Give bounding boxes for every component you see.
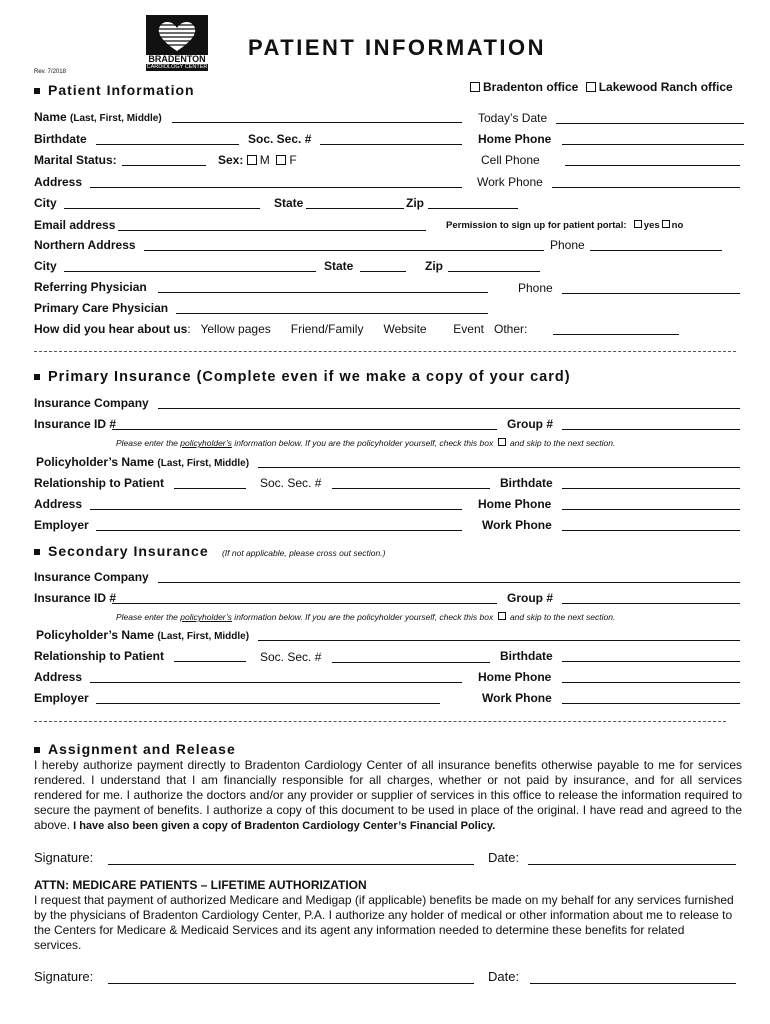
- primary-insurance-heading: Primary Insurance (Complete even if we make a copy of your card): [34, 369, 571, 385]
- state2-field[interactable]: [360, 271, 406, 272]
- bradenton-office-checkbox[interactable]: [470, 82, 480, 92]
- cell-phone-label: Cell Phone: [481, 153, 540, 167]
- pcp-label: Primary Care Physician: [34, 301, 169, 315]
- hear-about-us: How did you hear about us: Yellow pages Friend/Family Website Event Other:: [34, 322, 528, 336]
- insurance-id-field-2[interactable]: [112, 603, 497, 604]
- policyholder-address-label: Address: [34, 497, 83, 511]
- sex-field: Sex: M F: [218, 153, 297, 167]
- northern-address-field[interactable]: [144, 250, 544, 251]
- office-selection: [470, 80, 733, 94]
- secondary-insurance-heading: Secondary Insurance (If not applicable, please cross out section.): [34, 543, 385, 561]
- lakewood-office-checkbox[interactable]: [586, 82, 596, 92]
- employer-field-2[interactable]: [96, 703, 440, 704]
- sex-f-checkbox[interactable]: [276, 155, 286, 165]
- self-policyholder-checkbox-2[interactable]: [498, 612, 506, 620]
- zip-label: Zip: [406, 196, 424, 210]
- state-field[interactable]: [306, 208, 404, 209]
- policyholder-note-2: Please enter the policyholder’s information below. If you are the policyholder yourself, check this box and skip to the next section.: [116, 612, 616, 622]
- relationship-label-2: Relationship to Patient: [34, 649, 165, 663]
- bullet-square-icon: [34, 549, 40, 555]
- todays-date-field[interactable]: [556, 123, 744, 124]
- address-label: Address: [34, 175, 83, 189]
- email-field[interactable]: [118, 230, 426, 231]
- insurance-company-label: Insurance Company: [34, 396, 149, 410]
- medicare-date-label: Date:: [488, 969, 520, 984]
- referring-physician-label: Referring Physician: [34, 280, 147, 294]
- policyholder-address-field[interactable]: [90, 509, 462, 510]
- group-label-2: Group #: [507, 591, 554, 605]
- bullet-square-icon: [34, 747, 40, 753]
- policyholder-home-phone-field-2[interactable]: [562, 682, 740, 683]
- referring-physician-field[interactable]: [158, 292, 488, 293]
- group-field[interactable]: [562, 429, 740, 430]
- sex-m-checkbox[interactable]: [247, 155, 257, 165]
- northern-address-label: Northern Address: [34, 238, 136, 252]
- hear-other-field[interactable]: [553, 334, 679, 335]
- group-field-2[interactable]: [562, 603, 740, 604]
- assignment-text: I hereby authorize payment directly to Bradenton Cardiology Center of all insurance benefits otherwise payable to me for services rendered. I understand that I am financially responsible for all charges, whether or not paid by insurance, and for all services rendered for me. I authorize the doctors and/or any provider or supplier of services in this office to release the information required to secure the payment of benefits. I authorize a copy of this document to be used in place of the original. I have read and agreed to the above. I have also been given a copy of Bradenton Cardiology Center’s Financial Policy.: [34, 758, 742, 832]
- ssn-label: Soc. Sec. #: [248, 132, 312, 146]
- patient-info-heading: Patient Information: [34, 82, 195, 98]
- city2-field[interactable]: [64, 271, 316, 272]
- revision-date: Rev. 7/2018: [34, 69, 66, 75]
- work-phone-field[interactable]: [552, 187, 740, 188]
- insurance-id-label-2: Insurance ID #: [34, 591, 117, 605]
- group-label: Group #: [507, 417, 554, 431]
- city2-label: City: [34, 259, 57, 273]
- insurance-company-field-2[interactable]: [158, 582, 740, 583]
- state2-label: State: [324, 259, 354, 273]
- lakewood-office-label: Lakewood Ranch office: [598, 80, 733, 94]
- divider: [34, 721, 726, 722]
- bullet-square-icon: [34, 88, 40, 94]
- zip2-label: Zip: [425, 259, 443, 273]
- policyholder-birthdate-label-2: Birthdate: [500, 649, 553, 663]
- divider: [34, 351, 736, 352]
- portal-no-checkbox[interactable]: [662, 220, 670, 228]
- marital-status-label: Marital Status:: [34, 153, 117, 167]
- medicare-text: I request that payment of authorized Medicare and Medigap (if applicable) benefits be made on my behalf for any services furnished by the physicians of Bradenton Cardiology Center, P.A. I authorize any holder of medical or other information about me to release to the Centers for Medicare & Medicaid Services and its agent any information needed to determine these benefits for related services.: [34, 893, 734, 952]
- insurance-id-label: Insurance ID #: [34, 417, 117, 431]
- policyholder-home-phone-field[interactable]: [562, 509, 740, 510]
- cell-phone-field[interactable]: [565, 165, 740, 166]
- policyholder-ssn-field-2[interactable]: [332, 662, 490, 663]
- referring-phone-label: Phone: [518, 281, 553, 295]
- ssn-field[interactable]: [320, 144, 462, 145]
- name-label: Name (Last, First, Middle): [34, 110, 162, 124]
- employer-label-2: Employer: [34, 691, 89, 705]
- logo-name: BRADENTON: [148, 54, 206, 64]
- home-phone-field[interactable]: [562, 144, 744, 145]
- policyholder-home-phone-label-2: Home Phone: [478, 670, 552, 684]
- self-policyholder-checkbox[interactable]: [498, 438, 506, 446]
- policyholder-name-label-2: Policyholder’s Name (Last, First, Middle): [36, 628, 250, 642]
- email-label: Email address: [34, 218, 116, 232]
- date-field[interactable]: [528, 864, 736, 865]
- insurance-company-field[interactable]: [158, 408, 740, 409]
- policyholder-ssn-label: Soc. Sec. #: [260, 476, 322, 490]
- policyholder-work-phone-field-2[interactable]: [562, 703, 740, 704]
- logo-subname: CARDIOLOGY CENTER: [146, 64, 208, 70]
- policyholder-work-phone-label-2: Work Phone: [482, 691, 552, 705]
- medicare-date-field[interactable]: [530, 983, 736, 984]
- birthdate-field[interactable]: [96, 144, 239, 145]
- hear-option[interactable]: Event: [453, 322, 484, 336]
- policyholder-home-phone-label: Home Phone: [478, 497, 552, 511]
- policyholder-birthdate-label: Birthdate: [500, 476, 553, 490]
- date-label: Date:: [488, 850, 520, 865]
- insurance-company-label-2: Insurance Company: [34, 570, 149, 584]
- policyholder-address-field-2[interactable]: [90, 682, 462, 683]
- policyholder-name-label: Policyholder’s Name (Last, First, Middle): [36, 455, 250, 469]
- hear-option[interactable]: Friend/Family: [290, 322, 364, 336]
- hear-option[interactable]: Website: [383, 322, 427, 336]
- policyholder-address-label-2: Address: [34, 670, 83, 684]
- city-field[interactable]: [64, 208, 260, 209]
- policyholder-name-field-2[interactable]: [258, 640, 740, 641]
- page-title: PATIENT INFORMATION: [248, 35, 547, 60]
- policyholder-birthdate-field[interactable]: [562, 488, 740, 489]
- hear-option[interactable]: Yellow pages: [200, 322, 271, 336]
- home-phone-label: Home Phone: [478, 132, 552, 146]
- hear-other-label: Other:: [493, 322, 528, 336]
- policyholder-birthdate-field-2[interactable]: [562, 661, 740, 662]
- portal-permission: Permission to sign up for patient portal: yes no: [446, 220, 684, 231]
- policyholder-name-field[interactable]: [258, 467, 740, 468]
- northern-phone-label: Phone: [550, 238, 585, 252]
- employer-label: Employer: [34, 518, 89, 532]
- medicare-signature-label: Signature:: [34, 969, 94, 984]
- relationship-field-2[interactable]: [174, 661, 246, 662]
- pcp-field[interactable]: [176, 313, 488, 314]
- logo: [146, 15, 208, 73]
- zip-field[interactable]: [428, 208, 518, 209]
- medicare-signature-field[interactable]: [108, 983, 474, 984]
- signature-field[interactable]: [108, 864, 474, 865]
- policyholder-note: Please enter the policyholder’s information below. If you are the policyholder yourself, check this box and skip to the next section.: [116, 438, 616, 448]
- relationship-field[interactable]: [174, 488, 246, 489]
- address-field[interactable]: [90, 187, 462, 188]
- policyholder-ssn-field[interactable]: [332, 488, 490, 489]
- medicare-heading: ATTN: MEDICARE PATIENTS – LIFETIME AUTHORIZATION: [34, 878, 367, 892]
- signature-label: Signature:: [34, 850, 94, 865]
- northern-phone-field[interactable]: [590, 250, 722, 251]
- birthdate-label: Birthdate: [34, 132, 87, 146]
- policyholder-work-phone-field[interactable]: [562, 530, 740, 531]
- policyholder-ssn-label-2: Soc. Sec. #: [260, 650, 322, 664]
- zip2-field[interactable]: [448, 271, 540, 272]
- city-label: City: [34, 196, 57, 210]
- assignment-heading: Assignment and Release: [34, 741, 236, 757]
- relationship-label: Relationship to Patient: [34, 476, 165, 490]
- marital-status-field[interactable]: [122, 165, 206, 166]
- name-field[interactable]: [172, 122, 462, 123]
- bullet-square-icon: [34, 374, 40, 380]
- todays-date-label: Today’s Date: [478, 111, 548, 125]
- state-label: State: [274, 196, 304, 210]
- portal-yes-checkbox[interactable]: [634, 220, 642, 228]
- work-phone-label: Work Phone: [477, 175, 543, 189]
- employer-field[interactable]: [96, 530, 462, 531]
- insurance-id-field[interactable]: [112, 429, 497, 430]
- referring-phone-field[interactable]: [562, 293, 740, 294]
- policyholder-work-phone-label: Work Phone: [482, 518, 552, 532]
- bradenton-office-label: Bradenton office: [483, 80, 579, 94]
